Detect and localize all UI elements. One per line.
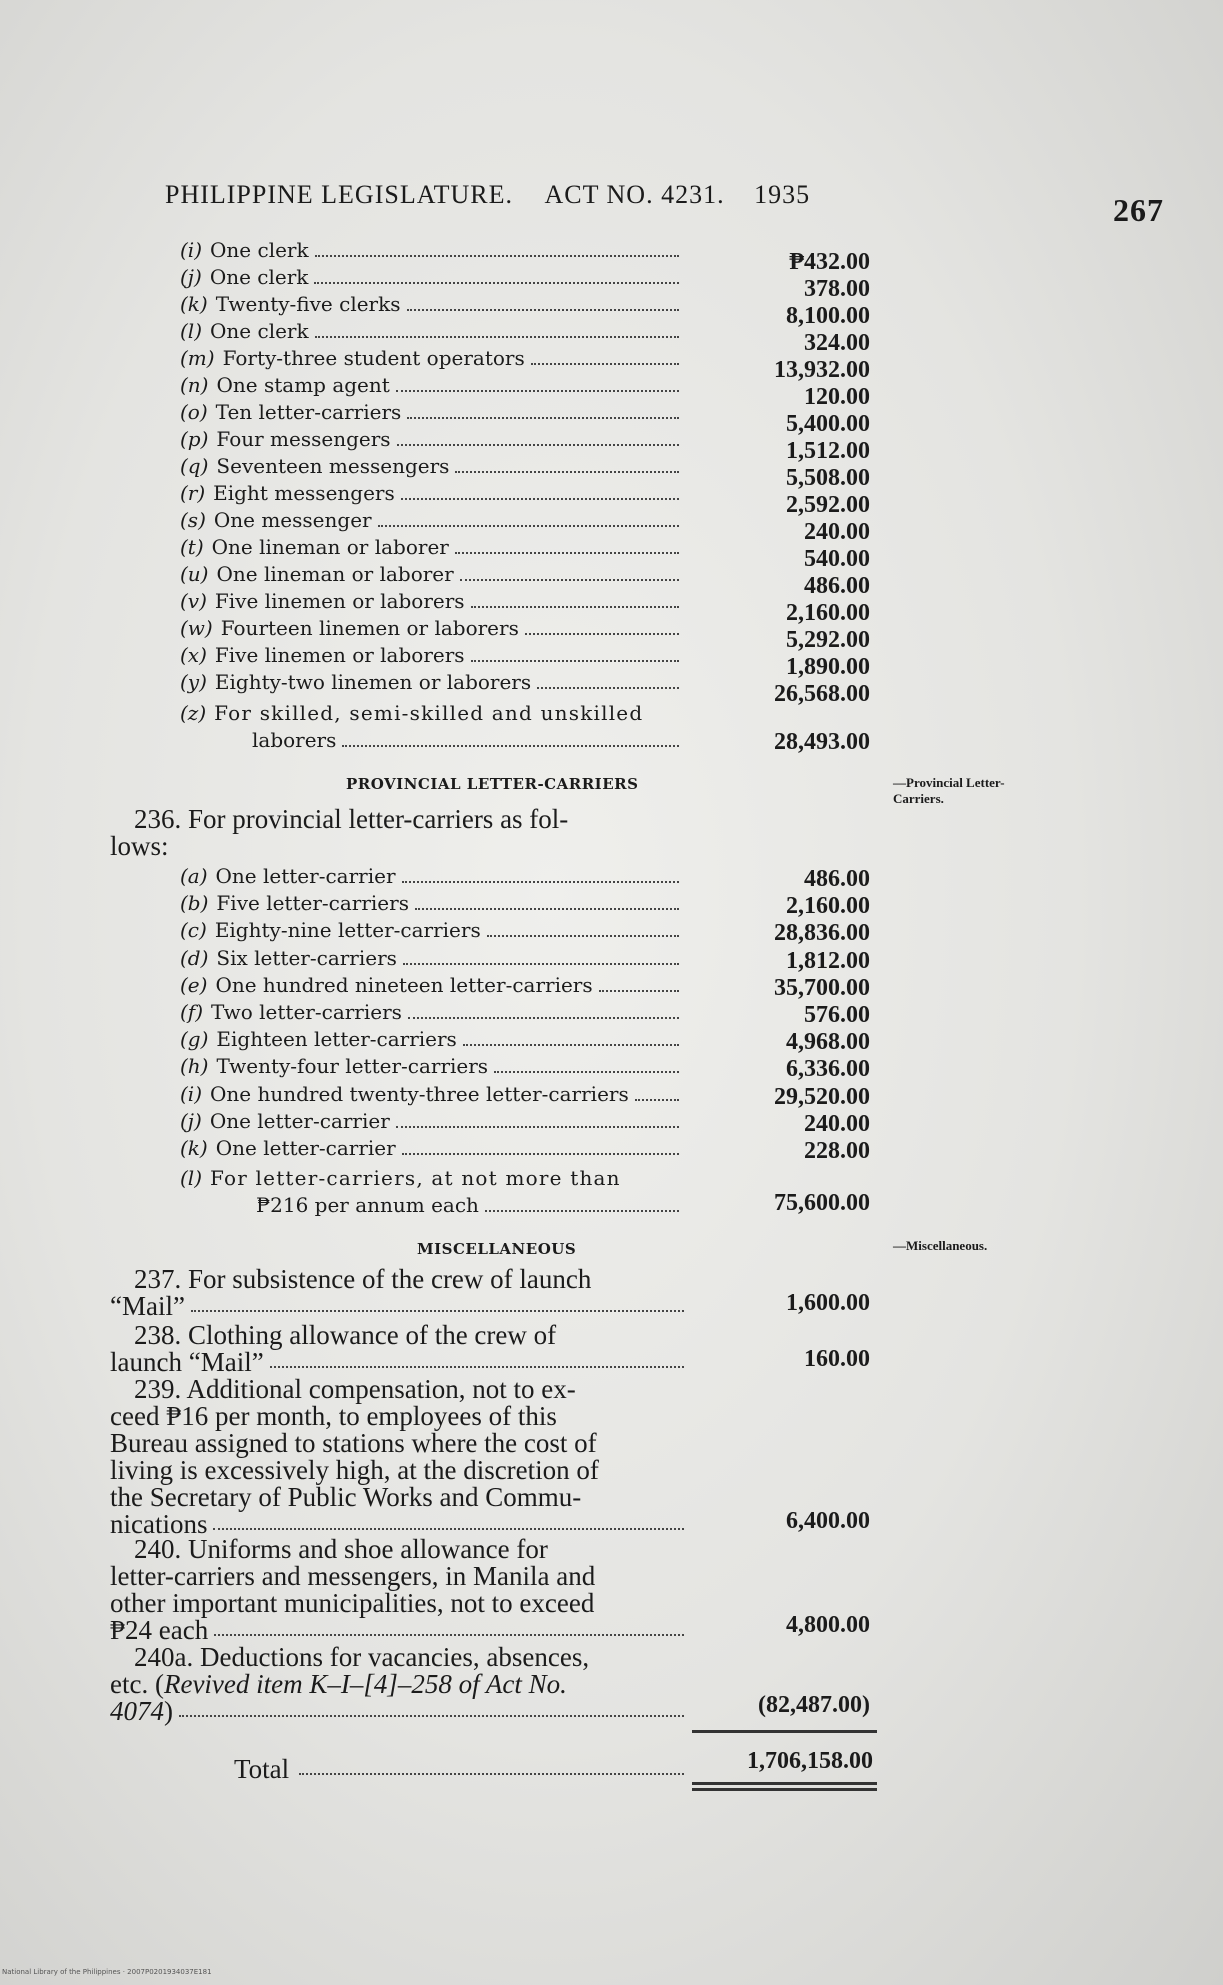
dot-leader <box>408 1017 679 1019</box>
item-amount: 2,160.00 <box>786 600 870 626</box>
list-item <box>180 891 685 917</box>
item-amount: ₱432.00 <box>789 249 870 275</box>
list-item <box>180 481 685 507</box>
item-amount: 1,890.00 <box>786 654 870 680</box>
para-240a <box>110 1644 690 1725</box>
header-act: ACT NO. 4231. <box>544 180 725 209</box>
item-text: laborers <box>252 728 337 752</box>
item-amount: 1,512.00 <box>786 438 870 464</box>
item-text: Five letter-carriers <box>216 891 409 916</box>
item-key: (o) <box>180 400 208 424</box>
list-item <box>180 400 685 426</box>
list-item <box>180 670 685 696</box>
para-text-italic: 4074 <box>110 1696 164 1726</box>
item-text: Two letter-carriers <box>211 1000 402 1024</box>
item-key: (l) <box>180 319 203 343</box>
dot-leader <box>402 881 679 883</box>
item-text: Eighteen letter-carriers <box>216 1027 457 1052</box>
amount-239: 6,400.00 <box>786 1508 870 1534</box>
item-text: For letter-carriers, at not more than <box>210 1166 621 1190</box>
item-amount: 576.00 <box>804 1002 870 1028</box>
header-legislature: PHILIPPINE LEGISLATURE. <box>165 180 513 209</box>
list-item <box>180 1082 685 1108</box>
item-text: One lineman or laborer <box>216 562 454 586</box>
para-line: launch “Mail” <box>110 1347 264 1377</box>
dot-leader <box>402 1153 679 1155</box>
section-heading-provincial: PROVINCIAL LETTER-CARRIERS <box>346 775 639 793</box>
dot-leader <box>397 444 679 446</box>
dot-leader <box>537 687 679 689</box>
margin-note-line: —Provincial Letter- <box>893 775 1005 790</box>
list-item <box>180 508 685 534</box>
margin-note-line: Carriers. <box>893 791 944 806</box>
item-text: One messenger <box>213 508 372 532</box>
para-line: “Mail” <box>110 1291 185 1321</box>
item-text: Four messengers <box>216 427 391 451</box>
item-text: One clerk <box>209 265 309 289</box>
para-239 <box>110 1376 690 1538</box>
total-line <box>234 1756 690 1783</box>
margin-note-misc: —Miscellaneous. <box>893 1238 988 1253</box>
item-amount: 26,568.00 <box>774 681 870 707</box>
list-item <box>180 864 685 890</box>
footer-tag: National Library of the Philippines · 2007P0201934037E181 <box>2 1968 212 1976</box>
item-text: Ten letter-carriers <box>215 400 402 424</box>
list-item <box>180 238 685 264</box>
item-key: (c) <box>180 918 207 943</box>
item-key: (m) <box>180 346 215 370</box>
para-line: the Secretary of Public Works and Commu- <box>110 1482 582 1512</box>
list-item <box>180 643 685 669</box>
item-amount: 5,400.00 <box>786 411 870 437</box>
item-l-amount: 75,600.00 <box>774 1190 870 1216</box>
dot-leader <box>396 390 679 392</box>
item-l-line1 <box>180 1166 685 1192</box>
item-key: (x) <box>180 643 207 667</box>
item-key: (f) <box>180 1000 204 1024</box>
item-z-line2 <box>252 728 685 754</box>
list-item <box>180 1000 685 1026</box>
item-key: (y) <box>180 670 207 694</box>
item-text: One letter-carrier <box>215 1136 396 1160</box>
para-line: 238. Clothing allowance of the crew of <box>134 1320 557 1350</box>
dot-leader <box>378 525 679 527</box>
item-key: (k) <box>180 292 208 316</box>
list-item <box>180 946 685 972</box>
item-key: (d) <box>180 945 209 970</box>
item-key: (h) <box>180 1054 209 1079</box>
item-text: One clerk <box>210 238 309 262</box>
dot-leader <box>463 1044 679 1046</box>
margin-note-provincial <box>893 775 1005 807</box>
item-key: (n) <box>180 373 209 397</box>
item-text: Seventeen messengers <box>216 454 450 478</box>
item-key: (v) <box>180 589 207 613</box>
para-237 <box>110 1266 690 1320</box>
item-amount: 228.00 <box>804 1138 870 1164</box>
item-amount: 486.00 <box>804 573 870 599</box>
para-line: Bureau assigned to stations where the cost of <box>110 1428 597 1458</box>
list-item <box>180 562 685 588</box>
dot-leader <box>471 660 679 662</box>
item-amount: 13,932.00 <box>774 357 870 383</box>
double-rule-2 <box>692 1788 877 1791</box>
item-key: (g) <box>180 1027 209 1052</box>
dot-leader <box>315 255 679 257</box>
item-text: For skilled, semi-skilled and unskilled <box>214 701 644 725</box>
page-header <box>165 180 1164 228</box>
list-item <box>180 589 685 615</box>
dot-leader <box>525 633 679 635</box>
para-line: 237. For subsistence of the crew of launch <box>134 1264 592 1294</box>
list-item <box>180 1136 685 1162</box>
dot-leader <box>407 309 680 311</box>
item-text: Fourteen linemen or laborers <box>220 616 519 640</box>
item-amount: 4,968.00 <box>786 1029 870 1056</box>
list-item <box>180 1027 685 1053</box>
item-key: (p) <box>180 427 209 451</box>
dot-leader <box>599 990 679 992</box>
item-key: (i) <box>180 1081 203 1106</box>
item-key: (l) <box>180 1166 203 1190</box>
item-text: Six letter-carriers <box>216 945 397 970</box>
para-line: nications <box>110 1509 208 1539</box>
item-amount: 28,836.00 <box>774 920 870 947</box>
dot-leader <box>531 363 679 365</box>
item-text: Eighty-two linemen or laborers <box>214 670 532 694</box>
item-amount: 2,160.00 <box>786 893 870 920</box>
para-line: other important municipalities, not to exceed <box>110 1588 595 1618</box>
item-amount: 5,508.00 <box>786 465 870 491</box>
item-text: Five linemen or laborers <box>214 643 465 667</box>
item-amount: 35,700.00 <box>774 974 870 1001</box>
item-amount: 540.00 <box>804 546 870 572</box>
item-amount: 324.00 <box>804 330 870 356</box>
list-item <box>180 973 685 999</box>
para-line: 236. For provincial letter-carriers as fol- <box>134 804 569 834</box>
header-year: 1935 <box>754 180 811 209</box>
dot-leader <box>179 1698 684 1717</box>
item-amount: 120.00 <box>804 384 870 410</box>
item-key: (j) <box>180 1108 202 1133</box>
item-key: (e) <box>180 972 208 997</box>
double-rule-1 <box>692 1782 877 1785</box>
item-key: (q) <box>180 454 209 478</box>
dot-leader <box>407 417 679 419</box>
para-text: etc. ( <box>110 1669 164 1699</box>
amount-238: 160.00 <box>804 1346 870 1372</box>
item-amount: 240.00 <box>804 519 870 545</box>
item-text: Twenty-five clerks <box>215 292 401 316</box>
list-item <box>180 918 685 944</box>
list-item <box>180 1054 685 1080</box>
dot-leader <box>213 1511 684 1530</box>
dot-leader <box>191 1293 684 1312</box>
dot-leader <box>401 498 679 500</box>
list-item <box>180 535 685 561</box>
list-item <box>180 292 685 318</box>
para-line: ₱24 each <box>110 1615 209 1645</box>
item-key: (k) <box>180 1136 208 1160</box>
para-line: 240. Uniforms and shoe allowance for <box>134 1534 548 1564</box>
item-text: One lineman or laborer <box>211 535 449 559</box>
item-z-line1 <box>180 701 685 727</box>
item-text: One letter-carrier <box>209 1108 390 1133</box>
list-item <box>180 373 685 399</box>
item-z-amount: 28,493.00 <box>774 729 870 755</box>
item-amount: 29,520.00 <box>774 1083 870 1110</box>
dot-leader <box>396 1126 679 1128</box>
para-240 <box>110 1536 690 1644</box>
item-key: (r) <box>180 481 206 505</box>
item-text: Forty-three student operators <box>222 346 525 370</box>
dot-leader <box>314 282 679 284</box>
list-item <box>180 616 685 642</box>
para-236 <box>110 806 690 860</box>
item-amount: 486.00 <box>804 866 870 892</box>
item-key: (i) <box>180 238 203 262</box>
para-line: ceed ₱16 per month, to employees of this <box>110 1401 557 1431</box>
para-line: living is excessively high, at the discretion of <box>110 1455 599 1485</box>
item-text: Twenty-four letter-carriers <box>216 1054 489 1079</box>
amount-240a: (82,487.00) <box>758 1692 870 1718</box>
item-text: One letter-carrier <box>215 864 396 888</box>
item-text: One hundred nineteen letter-carriers <box>215 972 593 997</box>
dot-leader <box>635 1099 679 1101</box>
item-key: (s) <box>180 508 206 532</box>
list-item <box>180 454 685 480</box>
item-key: (b) <box>180 891 209 916</box>
item-text: One hundred twenty-three letter-carriers <box>210 1081 629 1106</box>
item-key: (a) <box>180 864 208 888</box>
dot-leader <box>270 1349 684 1368</box>
para-text-italic: Revived item K–I–[4]–258 of Act No. <box>163 1669 567 1699</box>
list-item <box>180 1109 685 1135</box>
item-l-line2 <box>256 1193 685 1219</box>
total-label: Total <box>234 1754 290 1784</box>
dot-leader <box>214 1617 684 1636</box>
item-amount: 6,336.00 <box>786 1056 870 1083</box>
page-number: 267 <box>1113 192 1164 228</box>
dot-leader <box>494 1071 679 1073</box>
dot-leader <box>299 1756 684 1775</box>
item-text: Five linemen or laborers <box>214 589 465 613</box>
dot-leader <box>403 963 679 965</box>
dot-leader <box>460 579 679 581</box>
para-line: 240a. Deductions for vacancies, absences, <box>134 1642 590 1672</box>
dot-leader <box>342 745 679 747</box>
item-key: (w) <box>180 616 213 640</box>
item-text: One clerk <box>210 319 309 343</box>
para-238 <box>110 1322 690 1376</box>
amount-237: 1,600.00 <box>786 1290 870 1316</box>
item-key: (j) <box>180 265 202 289</box>
dot-leader <box>455 471 679 473</box>
para-line: 239. Additional compensation, not to ex- <box>134 1374 576 1404</box>
dot-leader <box>485 1210 679 1212</box>
item-text: Eight messengers <box>213 481 395 505</box>
dot-leader <box>471 606 679 608</box>
item-key: (z) <box>180 701 207 725</box>
dot-leader <box>415 908 679 910</box>
item-amount: 5,292.00 <box>786 627 870 653</box>
item-text: ₱216 per annum each <box>256 1193 479 1217</box>
para-line: letter-carriers and messengers, in Manila and <box>110 1561 596 1591</box>
item-text: One stamp agent <box>216 373 390 397</box>
item-key: (t) <box>180 535 204 559</box>
list-item <box>180 346 685 372</box>
dot-leader <box>455 552 679 554</box>
list-item <box>180 319 685 345</box>
list-item <box>180 427 685 453</box>
item-amount: 240.00 <box>804 1110 870 1137</box>
item-amount: 8,100.00 <box>786 303 870 329</box>
amount-240: 4,800.00 <box>786 1612 870 1638</box>
section-heading-misc: MISCELLANEOUS <box>417 1240 577 1258</box>
item-amount: 378.00 <box>804 276 870 302</box>
item-text: Eighty-nine letter-carriers <box>214 918 481 943</box>
para-text: ) <box>164 1696 173 1726</box>
list-item <box>180 265 685 291</box>
dot-leader <box>487 935 679 937</box>
dot-leader <box>315 336 679 338</box>
item-amount: 1,812.00 <box>786 947 870 974</box>
total-amount: 1,706,158.00 <box>747 1748 873 1774</box>
item-amount: 2,592.00 <box>786 492 870 518</box>
total-rule <box>692 1730 877 1733</box>
item-key: (u) <box>180 562 209 586</box>
para-line: lows: <box>110 831 169 861</box>
